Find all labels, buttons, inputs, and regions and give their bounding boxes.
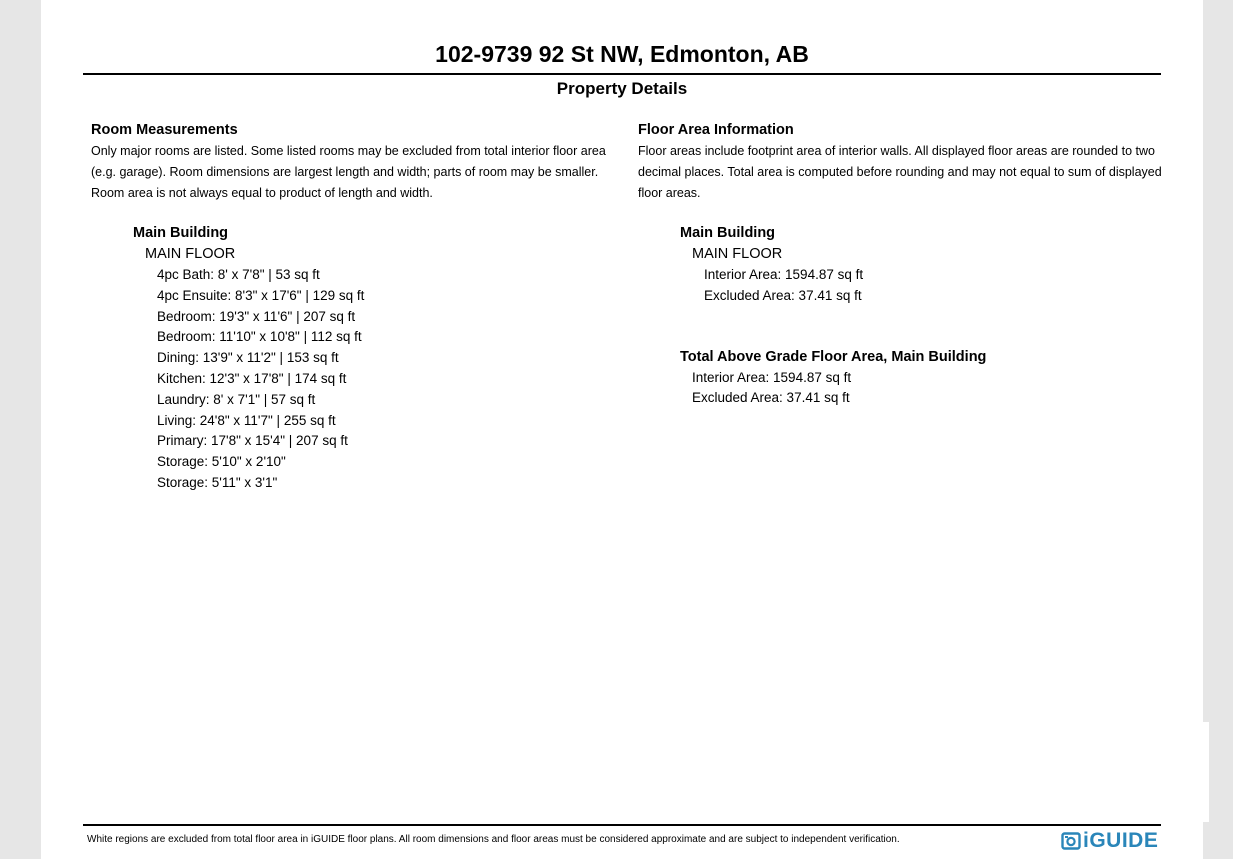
floor-heading: MAIN FLOOR <box>145 246 236 262</box>
iguide-camera-icon <box>1061 831 1081 851</box>
floor-area-list <box>704 265 1168 307</box>
building-heading: Main Building <box>133 225 229 241</box>
logo-text: iGUIDE <box>1083 829 1159 852</box>
overlay-panel <box>1160 722 1209 822</box>
room-item: Living: 24'8" x 11'7" | 255 sq ft <box>157 412 336 428</box>
room-list <box>157 265 611 494</box>
footer-disclaimer: White regions are excluded from total floor area in iGUIDE floor plans. All room dimensions and floor areas must be considered approximate and are subject to independent verification. <box>87 834 900 845</box>
room-item: Kitchen: 12'3" x 17'8" | 174 sq ft <box>157 370 347 386</box>
total-interior-area: Interior Area: 1594.87 sq ft <box>692 369 852 385</box>
page-subtitle: Property Details <box>556 79 688 98</box>
room-item: 4pc Ensuite: 8'3" x 17'6" | 129 sq ft <box>157 287 365 303</box>
room-item: Laundry: 8' x 7'1" | 57 sq ft <box>157 391 316 407</box>
total-excluded-area: Excluded Area: 37.41 sq ft <box>692 390 850 406</box>
floor-heading: MAIN FLOOR <box>692 246 783 262</box>
building-heading: Main Building <box>680 225 776 241</box>
floor-area-section <box>638 120 1168 409</box>
room-item: Storage: 5'11" x 3'1" <box>157 474 278 490</box>
room-item: Bedroom: 11'10" x 10'8" | 112 sq ft <box>157 329 362 345</box>
room-item: Primary: 17'8" x 15'4" | 207 sq ft <box>157 433 348 449</box>
room-item: Dining: 13'9" x 11'2" | 153 sq ft <box>157 350 339 366</box>
room-item: Storage: 5'10" x 2'10" <box>157 454 286 470</box>
footer-divider <box>83 824 1161 826</box>
excluded-area: Excluded Area: 37.41 sq ft <box>704 287 862 303</box>
room-item: Bedroom: 19'3" x 11'6" | 207 sq ft <box>157 308 356 324</box>
header-divider <box>83 73 1161 75</box>
room-measurements-description: Only major rooms are listed. Some listed rooms may be excluded from total interior floor area (e.g. garage). Room dimensions are largest length and width; parts of room may be smaller. Room area is not always equal to product of length and width. <box>91 144 606 200</box>
room-measurements-heading: Room Measurements <box>91 122 238 138</box>
interior-area: Interior Area: 1594.87 sq ft <box>704 267 864 282</box>
iguide-logo <box>1061 828 1158 854</box>
floor-area-description: Floor areas include footprint area of interior walls. All displayed floor areas are rounded to two decimal places. Total area is computed before rounding and may not equal to sum of displayed floor areas. <box>638 144 1162 200</box>
total-area-heading: Total Above Grade Floor Area, Main Building <box>680 348 987 365</box>
room-item: 4pc Bath: 8' x 7'8" | 53 sq ft <box>157 267 320 282</box>
document-page <box>41 0 1203 859</box>
room-measurements-section <box>91 120 611 494</box>
floor-area-heading: Floor Area Information <box>638 122 794 138</box>
total-area-list <box>692 368 1168 410</box>
page-title: 102-9739 92 St NW, Edmonton, AB <box>435 41 809 67</box>
